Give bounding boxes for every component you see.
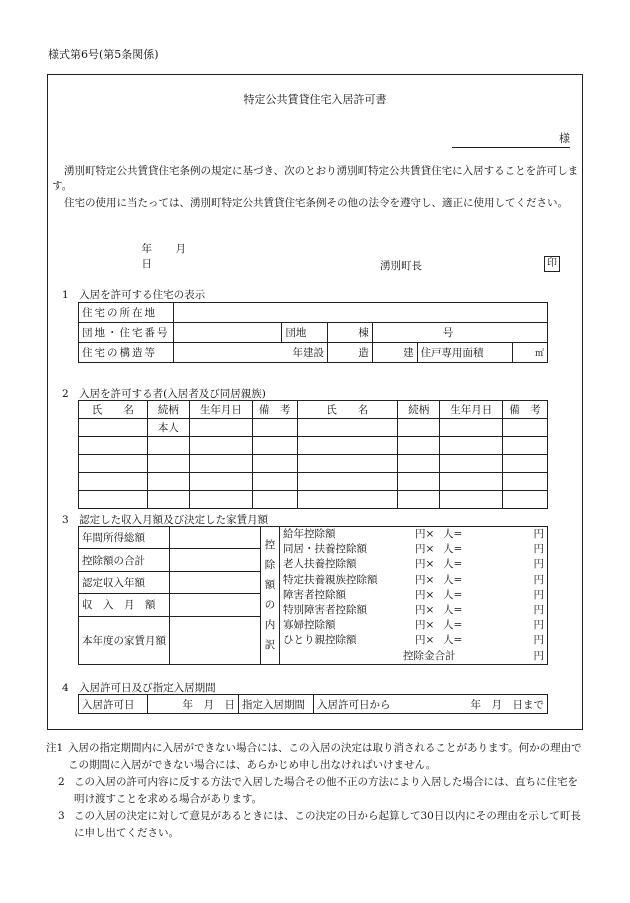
table-row <box>79 473 548 491</box>
number-unit: 号 <box>372 323 547 343</box>
period-to: 年 月 日まで <box>431 695 548 714</box>
note-2: 2 この入居の許可内容に反する方法で入居した場合その他不正の方法により入居した場合には、直ちに住宅を明け渡すことを求める場合があります。 <box>58 776 578 805</box>
floor-area-label: 住戸専用面積 <box>417 343 512 363</box>
section3-title: 3 認定した収入月額及び決定した家賃月額 <box>62 514 269 526</box>
table-row <box>79 527 548 549</box>
deduction-list: 給年控除額 円× 人= 円 同居・扶養控除額 円× 人= 円 老人扶養控除額 円× 人= 円 特定扶養親族控除額 円× 人= 円 障害者控除額 円× 人= 円 特別障害者控除額 円× 人= 円 寡婦控除額 円× 人= 円 ひとり親控除額 円× 人= 円 控除金合計 円 <box>280 527 548 665</box>
issue-date <box>118 241 218 271</box>
structure-label: 住宅の構造等 <box>79 343 174 363</box>
period-from: 入居許可日から <box>314 695 431 714</box>
header-birth-1: 生年月日 <box>190 401 253 419</box>
recipient-line <box>452 130 570 148</box>
deduction-total-label: 控除金合計 <box>403 649 456 662</box>
document-title: 特定公共賃貸住宅入居許可書 <box>243 93 387 106</box>
table-row <box>79 695 548 714</box>
seal-mark: 印 <box>544 256 560 272</box>
intro-text-2: 住宅の使用に当たっては、湧別町特定公共賃貸住宅条例その他の法令を遵守し、適正に使用してください。 <box>64 197 568 209</box>
area-unit: ㎡ <box>512 343 547 363</box>
floors-unit: 建 <box>372 343 417 363</box>
note-3: 3 この入居の決定に対して意見があるときには、この決定の日から起算して30日以内にその理由を示して町長に申し出てください。 <box>58 810 581 839</box>
date-month: 月 <box>175 243 186 255</box>
section2-title: 2 入居を許可する者(入居者及び同居親族) <box>62 388 266 400</box>
deduction-breakdown-label: 控 除 額 の 内 訳 <box>261 527 280 665</box>
recipient-suffix: 様 <box>559 132 570 145</box>
note-1: 注1 入居の指定期間内に入居ができない場合には、この入居の決定は取り消されることがあります。何かの理由でこの期間に入居ができない場合には、あらかじめ申し出なければいけません。 <box>46 742 582 771</box>
rent-label: 本年度の家賃月額 <box>79 616 170 664</box>
income-table <box>78 526 548 665</box>
date-year: 年 <box>141 243 152 255</box>
mayor-label: 湧別町長 <box>380 260 422 272</box>
monthly-income-label: 収 入 月 額 <box>79 594 170 616</box>
date-day: 日 <box>141 258 152 270</box>
recognized-income-label: 認定収入年額 <box>79 571 170 593</box>
header-relation-1: 続柄 <box>147 401 189 419</box>
notes <box>46 740 586 842</box>
permit-date-label: 入居許可日 <box>79 695 148 714</box>
table-row <box>79 303 548 323</box>
table-row <box>79 419 548 437</box>
header-name-1: 氏 名 <box>79 401 148 419</box>
housing-table <box>78 302 548 363</box>
section4-title: 4 入居許可日及び指定入居期間 <box>62 682 216 694</box>
built-year-unit: 年建設 <box>173 343 328 363</box>
table-row <box>79 455 548 473</box>
intro-paragraph-2 <box>52 196 582 211</box>
housing-location-value <box>173 303 548 323</box>
housing-location-label: 住宅の所在地 <box>79 303 174 323</box>
permit-date-value: 年 月 日 <box>148 695 239 714</box>
period-label: 指定入居期間 <box>239 695 314 714</box>
header-note-1: 備 考 <box>252 401 297 419</box>
header-name-2: 氏 名 <box>297 401 397 419</box>
period-table <box>78 694 548 714</box>
complex-unit: 団地 <box>282 323 328 343</box>
housing-number-label: 団地・住宅番号 <box>79 323 174 343</box>
header-note-2: 備 考 <box>503 401 548 419</box>
self-relation: 本人 <box>147 419 189 437</box>
table-row <box>79 323 548 343</box>
table-row <box>79 491 548 509</box>
intro-paragraph-1 <box>52 164 582 194</box>
table-row <box>79 437 548 455</box>
annual-income-label: 年間所得総額 <box>79 527 170 549</box>
header-birth-2: 生年月日 <box>440 401 503 419</box>
intro-text-1: 湧別町特定公共賃貸住宅条例の規定に基づき、次のとおり湧別町特定公共賃貸住宅に入居することを許可します。 <box>52 165 579 192</box>
form-number-label: 様式第6号(第5条関係) <box>48 48 159 61</box>
residents-table <box>78 400 548 509</box>
table-row <box>79 343 548 363</box>
deduction-sum-label: 控除額の合計 <box>79 549 170 571</box>
table-row <box>79 401 548 419</box>
building-unit: 棟 <box>328 323 373 343</box>
section1-title: 1 入居を許可する住宅の表示 <box>62 289 206 301</box>
structure-type-unit: 造 <box>328 343 373 363</box>
header-relation-2: 続柄 <box>398 401 440 419</box>
